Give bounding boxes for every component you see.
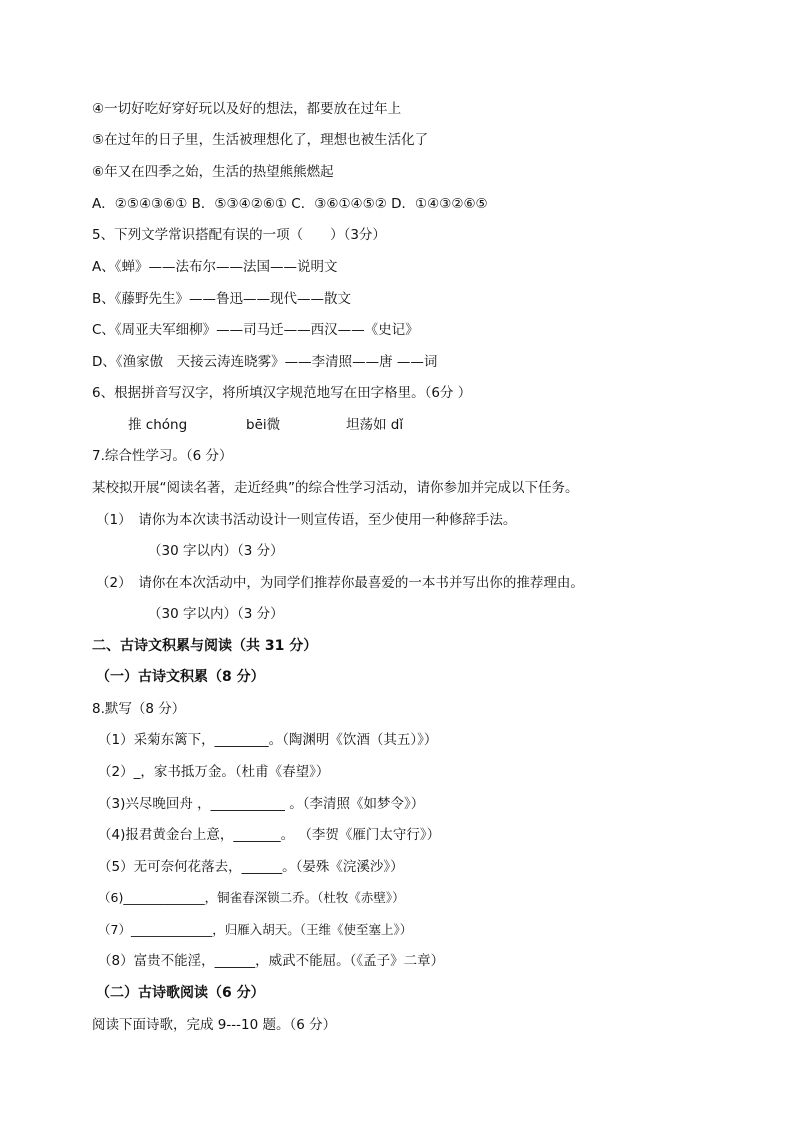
sentence-5: ⑤在过年的日子里，生活被理想化了，理想也被生活化了 <box>92 132 429 148</box>
question-7-task-1: （1） 请你为本次读书活动设计一则宣传语，至少使用一种修辞手法。 <box>96 512 517 528</box>
pinyin-item-3: 坦荡如 dǐ <box>346 417 404 433</box>
question-8-stem: 8.默写（8 分） <box>92 701 186 717</box>
question-7-intro: 某校拟开展“阅读名著，走近经典”的综合性学习活动，请你参加并完成以下任务。 <box>92 480 579 496</box>
question-5-option-a: A、《蝉》——法布尔——法国——说明文 <box>92 259 338 275</box>
question-6-stem: 6、根据拼音写汉字，将所填汉字规范地写在田字格里。（6分 ） <box>92 385 472 401</box>
dictation-item-6: （6)_____________，铜雀春深锁二乔。（杜牧《赤壁》） <box>98 890 405 905</box>
question-5-option-c: C、《周亚夫军细柳》——司马迁——西汉——《史记》 <box>92 322 419 338</box>
dictation-item-7: （7）_____________，归雁入胡天。（王维《使至塞上》） <box>98 922 413 937</box>
subsection-2-heading: （二）古诗歌阅读（6 分） <box>96 985 265 1001</box>
question-7-task-1-note: （30 字以内）（3 分） <box>148 543 284 559</box>
dictation-item-4: （4)报君黄金台上意，_______。 （李贺《雁门太守行》） <box>98 827 441 843</box>
dictation-item-8: （8）富贵不能淫，______，威武不能屈。（《孟子》二章） <box>98 953 445 969</box>
question-9-10-intro: 阅读下面诗歌，完成 9---10 题。（6 分） <box>92 1017 337 1033</box>
dictation-item-3: （3)兴尽晚回舟 ，___________ 。（李清照《如梦令》） <box>98 796 425 812</box>
question-4-options: A．②⑤④③⑥① B．⑤③④②⑥① C．③⑥①④⑤② D．①④③②⑥⑤ <box>92 196 488 212</box>
subsection-1-heading: （一）古诗文积累（8 分） <box>96 669 265 685</box>
pinyin-item-1: 推 chóng <box>128 417 188 433</box>
sentence-4: ④一切好吃好穿好玩以及好的想法，都要放在过年上 <box>92 101 402 117</box>
question-5-option-b: B、《藤野先生》——鲁迅——现代——散文 <box>92 291 352 307</box>
dictation-item-5: （5）无可奈何花落去，______。（晏殊《浣溪沙》） <box>98 859 404 875</box>
question-7-task-2-note: （30 字以内）（3 分） <box>148 606 284 622</box>
dictation-item-1: （1）采菊东篱下，________。（陶渊明《饮酒（其五）》） <box>98 732 438 748</box>
question-5-stem: 5、下列文学常识搭配有误的一项（ ）（3分） <box>92 227 386 243</box>
question-7-stem: 7.综合性学习。（6 分） <box>92 448 233 464</box>
question-7-task-2: （2） 请你在本次活动中，为同学们推荐你最喜爱的一本书并写出你的推荐理由。 <box>96 575 584 591</box>
pinyin-item-2: bēi微 <box>246 417 281 433</box>
sentence-6: ⑥年又在四季之始，生活的热望熊熊燃起 <box>92 164 334 180</box>
section-2-heading: 二、古诗文积累与阅读（共 31 分） <box>92 638 318 654</box>
dictation-item-2: （2）_，家书抵万金。（杜甫《春望》） <box>98 764 330 780</box>
question-5-option-d: D、《渔家傲 天接云涛连晓雾》——李清照——唐 ——词 <box>92 354 438 370</box>
